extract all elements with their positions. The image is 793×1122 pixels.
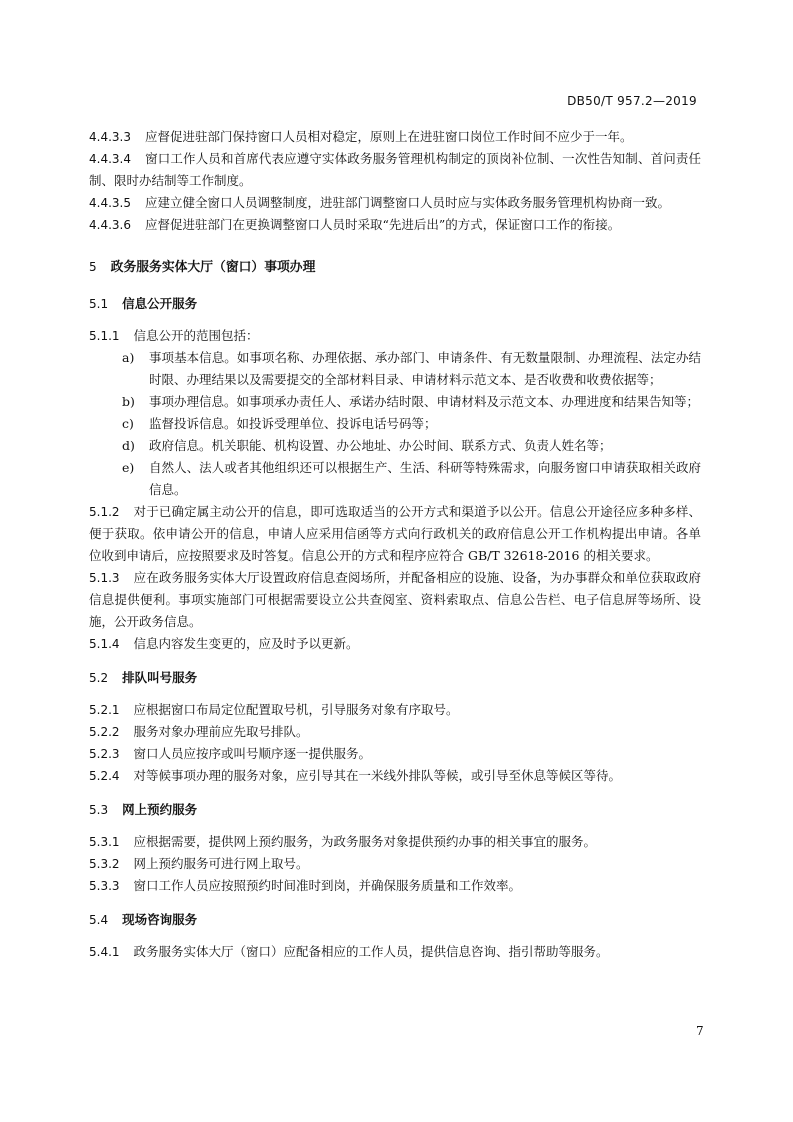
- clause-4-4-3-3: [89, 126, 701, 148]
- clause-number: 5.1.2: [89, 505, 120, 519]
- clause-number: 5.1.3: [89, 571, 120, 585]
- list-item-text: 监督投诉信息。如投诉受理单位、投诉电话号码等；: [149, 416, 437, 431]
- clause-number: 5.1.4: [89, 637, 120, 651]
- clause-text: 服务对象办理前应先取号排队。: [133, 724, 309, 739]
- clause-5-2-3: [89, 743, 701, 765]
- clause-4-4-3-4: [89, 148, 701, 192]
- clause-text: 对于已确定属主动公开的信息，即可选取适当的公开方式和渠道予以公开。信息公开途径应多种多样、便于获取。依申请公开的信息，申请人应采用信函等方式向行政机关的政府信息公开工作机构提出申请。各单位收到申请后，应按照要求及时答复。信息公开的方式和程序应符合 GB/T 32618-2016 的相关要求。: [89, 504, 701, 563]
- clause-text: 信息内容发生变更的，应及时予以更新。: [133, 636, 359, 651]
- clause-number: 5.3.1: [89, 835, 120, 849]
- list-item-letter: a): [122, 350, 135, 365]
- list-item-text: 事项办理信息。如事项承办责任人、承诺办结时限、申请材料及示范文本、办理进度和结果告知等；: [149, 394, 700, 409]
- list-item-text: 自然人、法人或者其他组织还可以根据生产、生活、科研等特殊需求，向服务窗口申请获取相关政府信息。: [149, 460, 701, 497]
- clause-number: 4.4.3.3: [89, 130, 131, 144]
- list-item: [89, 347, 701, 391]
- clause-text: 应根据需要，提供网上预约服务，为政务服务对象提供预约办事的相关事宜的服务。: [133, 834, 597, 849]
- clause-text: 政务服务实体大厅（窗口）应配备相应的工作人员，提供信息咨询、指引帮助等服务。: [133, 944, 609, 959]
- document-code: DB50/T 957.2—2019: [567, 94, 697, 108]
- subsection-title: 网上预约服务: [122, 802, 198, 817]
- clause-4-4-3-6: [89, 214, 701, 236]
- subsection-number: 5.2: [89, 671, 109, 685]
- clause-text: 应在政务服务实体大厅设置政府信息查阅场所，并配备相应的设施、设备，为办事群众和单位获取政府信息提供便利。事项实施部门可根据需要设立公共查阅室、资料索取点、信息公告栏、电子信息屏等场所、设施，公开政务信息。: [89, 570, 701, 629]
- clause-4-4-3-5: [89, 192, 701, 214]
- subsection-title: 现场咨询服务: [122, 912, 198, 927]
- clause-text: 网上预约服务可进行网上取号。: [133, 856, 309, 871]
- clause-text: 窗口人员应按序或叫号顺序逐一提供服务。: [133, 746, 372, 761]
- section-number: 5: [89, 260, 97, 274]
- list-item-letter: c): [122, 416, 134, 431]
- document-body: [89, 126, 701, 963]
- clause-number: 4.4.3.4: [89, 152, 131, 166]
- subsection-title: 信息公开服务: [122, 296, 198, 311]
- clause-5-3-1: [89, 831, 701, 853]
- list-item: [89, 435, 701, 457]
- clause-text: 窗口工作人员应按照预约时间准时到岗，并确保服务质量和工作效率。: [133, 878, 522, 893]
- list-item: [89, 391, 701, 413]
- clause-5-1-2: [89, 501, 701, 567]
- clause-number: 5.1.1: [89, 329, 120, 343]
- clause-text: 应根据窗口布局定位配置取号机，引导服务对象有序取号。: [133, 702, 459, 717]
- clause-number: 5.3.3: [89, 879, 120, 893]
- subsection-heading-5-1: [89, 293, 701, 315]
- clause-number: 4.4.3.5: [89, 196, 131, 210]
- clause-5-1-3: [89, 567, 701, 633]
- clause-text: 应建立健全窗口人员调整制度，进驻部门调整窗口人员时应与实体政务服务管理机构协商一致。: [144, 195, 670, 210]
- subsection-title: 排队叫号服务: [122, 670, 198, 685]
- info-scope-list: [89, 347, 701, 501]
- clause-number: 5.2.2: [89, 725, 120, 739]
- clause-number: 5.2.4: [89, 769, 120, 783]
- list-item-text: 事项基本信息。如事项名称、办理依据、承办部门、申请条件、有无数量限制、办理流程、法定办结时限、办理结果以及需要提交的全部材料目录、申请材料示范文本、是否收费和收费依据等；: [149, 350, 701, 387]
- clause-text: 应督促进驻部门在更换调整窗口人员时采取“先进后出”的方式，保证窗口工作的衔接。: [144, 217, 621, 232]
- clause-number: 5.2.1: [89, 703, 120, 717]
- list-item-text: 政府信息。机关职能、机构设置、办公地址、办公时间、联系方式、负责人姓名等；: [149, 438, 612, 453]
- clause-5-3-3: [89, 875, 701, 897]
- list-item: [89, 457, 701, 501]
- clause-number: 5.4.1: [89, 945, 120, 959]
- clause-5-1-4: [89, 633, 701, 655]
- clause-5-1-1: [89, 325, 701, 347]
- subsection-heading-5-2: [89, 667, 701, 689]
- clause-text: 应督促进驻部门保持窗口人员相对稳定，原则上在进驻窗口岗位工作时间不应少于一年。: [144, 129, 633, 144]
- subsection-number: 5.4: [89, 913, 109, 927]
- clause-5-2-2: [89, 721, 701, 743]
- page-number: 7: [696, 1024, 704, 1038]
- list-item-letter: b): [122, 394, 135, 409]
- clause-5-4-1: [89, 941, 701, 963]
- clause-text: 窗口工作人员和首席代表应遵守实体政务服务管理机构制定的顶岗补位制、一次性告知制、首问责任制、限时办结制等工作制度。: [89, 151, 701, 188]
- subsection-heading-5-4: [89, 909, 701, 931]
- clause-5-2-4: [89, 765, 701, 787]
- subsection-heading-5-3: [89, 799, 701, 821]
- clause-5-3-2: [89, 853, 701, 875]
- clause-text: 对等候事项办理的服务对象，应引导其在一米线外排队等候，或引导至休息等候区等待。: [133, 768, 622, 783]
- clause-number: 5.2.3: [89, 747, 120, 761]
- clause-text: 信息公开的范围包括：: [133, 328, 259, 343]
- subsection-number: 5.1: [89, 297, 109, 311]
- section-heading-5: [89, 256, 701, 279]
- section-title: 政务服务实体大厅（窗口）事项办理: [110, 260, 316, 275]
- clause-number: 4.4.3.6: [89, 218, 131, 232]
- list-item-letter: d): [122, 438, 135, 453]
- list-item: [89, 413, 701, 435]
- clause-number: 5.3.2: [89, 857, 120, 871]
- clause-5-2-1: [89, 699, 701, 721]
- subsection-number: 5.3: [89, 803, 109, 817]
- list-item-letter: e): [122, 460, 135, 475]
